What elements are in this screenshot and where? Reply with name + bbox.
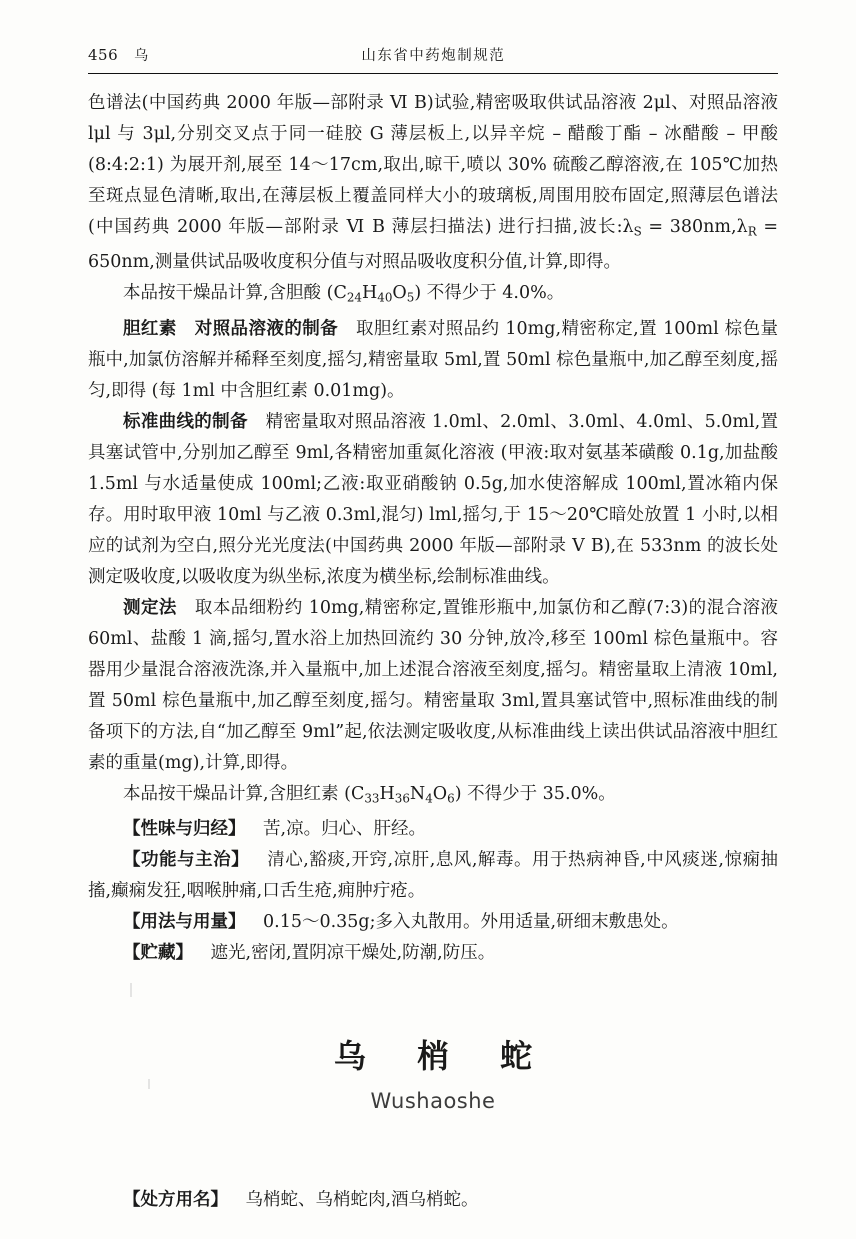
entry-title-pinyin: Wushaoshe [370,1088,496,1113]
entry-title-block [88,1031,778,1113]
page-number: 456 [88,46,119,64]
paragraph-functions-indications: 【功能与主治】 清心,豁痰,开窍,凉肝,息风,解毒。用于热病神昏,中风痰迷,惊痫抽搐,癫痫发狂,咽喉肿痛,口舌生疮,痈肿疔疮。 [88,849,779,901]
body-text [88,88,778,969]
paragraph-nature-meridian: 【性味与归经】 苦,凉。归心、肝经。 [123,818,427,839]
running-head [88,44,778,70]
header-rule [88,73,778,74]
prescription-names-value: 乌梢蛇、乌梢蛇肉,酒乌梢蛇。 [245,1189,479,1210]
paragraph-bilirubin-limit: 本品按干燥品计算,含胆红素 $(C_{33}H_{36}N_4O_6)$ 不得少于 35.0%。 [123,783,616,805]
entry-title-chinese: 乌 梢 蛇 [333,1036,553,1075]
paragraph-cholic-acid-limit: 本品按干燥品计算,含胆酸 $(C_{24}H_{40}O_5)$ 不得少于 4.0%。 [123,283,565,305]
paragraph-usage-dosage: 【用法与用量】 0.15～0.35g;多入丸散用。外用适量,研细末敷患处。 [123,911,679,932]
paragraph-chromatography: 色谱法(中国药典 2000 年版—部附录 Ⅵ B)试验,精密吸取供试品溶液 2μl、对照品溶液 lμl 与 3μl,分别交叉点于同一硅胶 G 薄层板上,以异辛烷 – 醋酸丁酯 – 冰醋酸 – 甲酸 (8:4:2:1) 为展开剂,展至 14～17cm,取出,晾干,喷以 30% 硫酸乙醇溶液,在 105℃加热至斑点显色清晰,取出,在薄层板上覆盖同样大小的玻璃板,周围用胶布固定,照薄层色谱法 (中国药典 2000 年版—部附录 Ⅵ B 薄层扫描法) 进行扫描,波长$:\lambda_S = 380nm,\lambda_R = 650nm$,测量供试品吸收度积分值与对照品吸收度积分值,计算,即得。 [88,93,778,273]
scan-artifact [148,1079,150,1089]
paragraph-bilirubin-reference-solution: 胆红素 对照品溶液的制备 取胆红素对照品约 10mg,精密称定,置 100ml 棕色量瓶中,加氯仿溶解并稀释至刻度,摇匀,精密量取 5ml,置 50ml 棕色量瓶中,加乙醇至刻度,摇匀,即得 (每 1ml 中含胆红素 0.01mg)。 [88,318,778,401]
paragraph-determination-method: 测定法 取本品细粉约 10mg,精密称定,置锥形瓶中,加氯仿和乙醇(7:3)的混合溶液 60ml、盐酸 1 滴,摇匀,置水浴上加热回流约 30 分钟,放冷,移至 100ml 棕色量瓶中。容器用少量混合溶液洗涤,并入量瓶中,加上述混合溶液至刻度,摇匀。精密量取上清液 10ml,置 50ml 棕色量瓶中,加乙醇至刻度,摇匀。精密量取 3ml,置具塞试管中,照标准曲线的制备项下的方法,自“加乙醇至 9ml”起,依法测定吸收度,从标准曲线上读出供试品溶液中胆红素的重量(mg),计算,即得。 [88,597,778,773]
prescription-names-label: 【处方用名】 [123,1189,228,1210]
entry-body [88,1185,778,1216]
paragraph-storage: 【贮藏】 遮光,密闭,置阴凉干燥处,防潮,防压。 [123,942,496,963]
running-head-character: 乌 [134,48,149,64]
paragraph-standard-curve: 标准曲线的制备 精密量取对照品溶液 1.0ml、2.0ml、3.0ml、4.0ml、5.0ml,置具塞试管中,分别加乙醇至 9ml,各精密加重氮化溶液 (甲液:取对氨基苯磺酸 0.1g,加盐酸 1.5ml 与水适量使成 100ml;乙液:取亚硝酸钠 0.5g,加水使溶解成 100ml,置冰箱内保存。用时取甲液 10ml 与乙液 0.3ml,混匀) lml,摇匀,于 15～20℃暗处放置 1 小时,以相应的试剂为空白,照分光光度法(中国药典 2000 年版—部附录 Ⅴ B),在 533nm 的波长处测定吸收度,以吸收度为纵坐标,浓度为横坐标,绘制标准曲线。 [88,411,779,587]
page-content [88,44,778,1216]
paragraph-prescription-names [88,1185,778,1216]
running-head-title: 山东省中药炮制规范 [361,48,506,64]
scan-artifact [130,983,132,997]
